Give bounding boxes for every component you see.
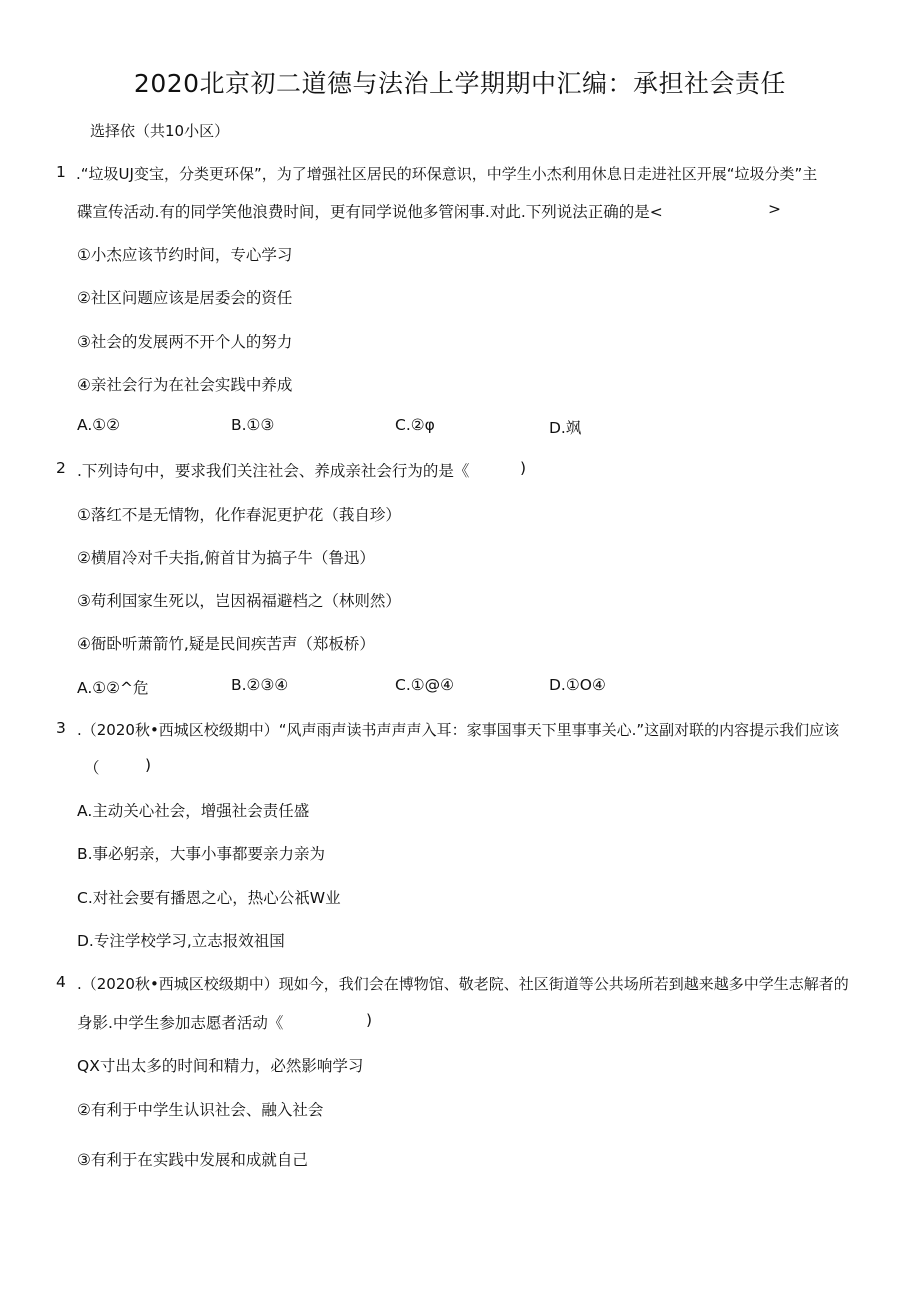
question-3-option-d: D.专注学校学习,立志报效祖国 [77,932,285,950]
question-2-item-1: ①落红不是无情物，化作春泥更护花（莪自珍） [77,506,401,524]
question-3-stem-bracket-open: （ [84,759,100,777]
question-1-item-3: ③社会的发展两不开个人的努力 [77,333,293,351]
page-title: 2020北京初二道德与法治上学期期中汇编：承担社会责任 [133,69,787,98]
question-2-options [77,676,777,698]
question-1-stem-line-1: .“垃圾UJ变宝，分类更环保”，为了增强社区居民的环保意识，中学生小杰利用休息日走进社区开展“垃圾分类”主 [76,165,818,183]
question-4-stem-line-1: .（2020秋•西城区校级期中）现如今，我们会在博物馆、敬老院、社区街道等公共场所若到越来越多中学生志解者的 [77,975,849,993]
question-2-item-3: ③苟利国家生死以，岂因祸福避档之（林则然） [77,592,401,610]
question-1-options [77,416,777,438]
question-1-option-b: B.①③ [231,416,275,434]
question-2-option-b: B.②③④ [231,676,289,694]
question-3-stem-bracket-close: ) [145,756,152,774]
question-3-option-a: A.主动关心社会，增强社会责任盛 [77,802,310,820]
question-3-option-c: C.对社会要有播恩之心，热心公祇W业 [77,889,341,907]
question-4-stem-bracket: ) [366,1011,373,1029]
question-4-number: 4 [56,973,66,991]
question-2-option-c: C.①@④ [395,676,455,694]
question-1-stem-line-2: 碟宣传活动.有的同学笑他浪费时间，更有同学说他多管闲事.对此.下列说法正确的是< [77,203,663,221]
question-2-stem-bracket: ) [520,459,527,477]
question-4-item-3: ③有利于在实践中发展和成就自己 [77,1151,308,1169]
question-1-item-4: ④亲社会行为在社会实践中养成 [77,376,293,394]
question-2-item-4: ④衙卧听萧箭竹,疑是民间疾苦声（郑板桥） [77,635,375,653]
question-1-number: 1 [56,163,66,181]
question-1-stem-bracket: > [768,200,781,218]
question-4-item-2: ②有利于中学生认识社会、融入社会 [77,1101,324,1119]
question-2-option-d: D.①O④ [549,676,606,694]
question-1-item-1: ①小杰应该节约时间，专心学习 [77,246,293,264]
question-3-stem-line-1: .（2020秋•西城区校级期中）“风声雨声读书声声声入耳：家事国事天下里事事关心.”这副对联的内容提示我们应该 [77,721,840,739]
question-1-option-d: D.飒 [549,419,582,437]
question-2-stem: .下列诗句中，要求我们关注社会、养成亲社会行为的是《 [77,462,470,480]
question-3-number: 3 [56,719,66,737]
question-2-option-a: A.①②^危 [77,679,149,697]
question-3-option-b: B.事必躬亲，大事小事都要亲力亲为 [77,845,326,863]
question-2-item-2: ②横眉冷对千夫指,俯首甘为搞子牛（鲁迅） [77,549,375,567]
question-1-option-c: C.②φ [395,416,435,434]
question-1-item-2: ②社区问题应该是居委会的资任 [77,289,293,307]
section-heading: 选择依（共10小区） [90,122,230,140]
question-4-stem-line-2: 身影.中学生参加志愿者活动《 [77,1014,284,1032]
question-4-item-1: QX寸出太多的时间和精力，必然影响学习 [77,1057,364,1075]
question-2-number: 2 [56,459,66,477]
question-1-option-a: A.①② [77,416,121,434]
